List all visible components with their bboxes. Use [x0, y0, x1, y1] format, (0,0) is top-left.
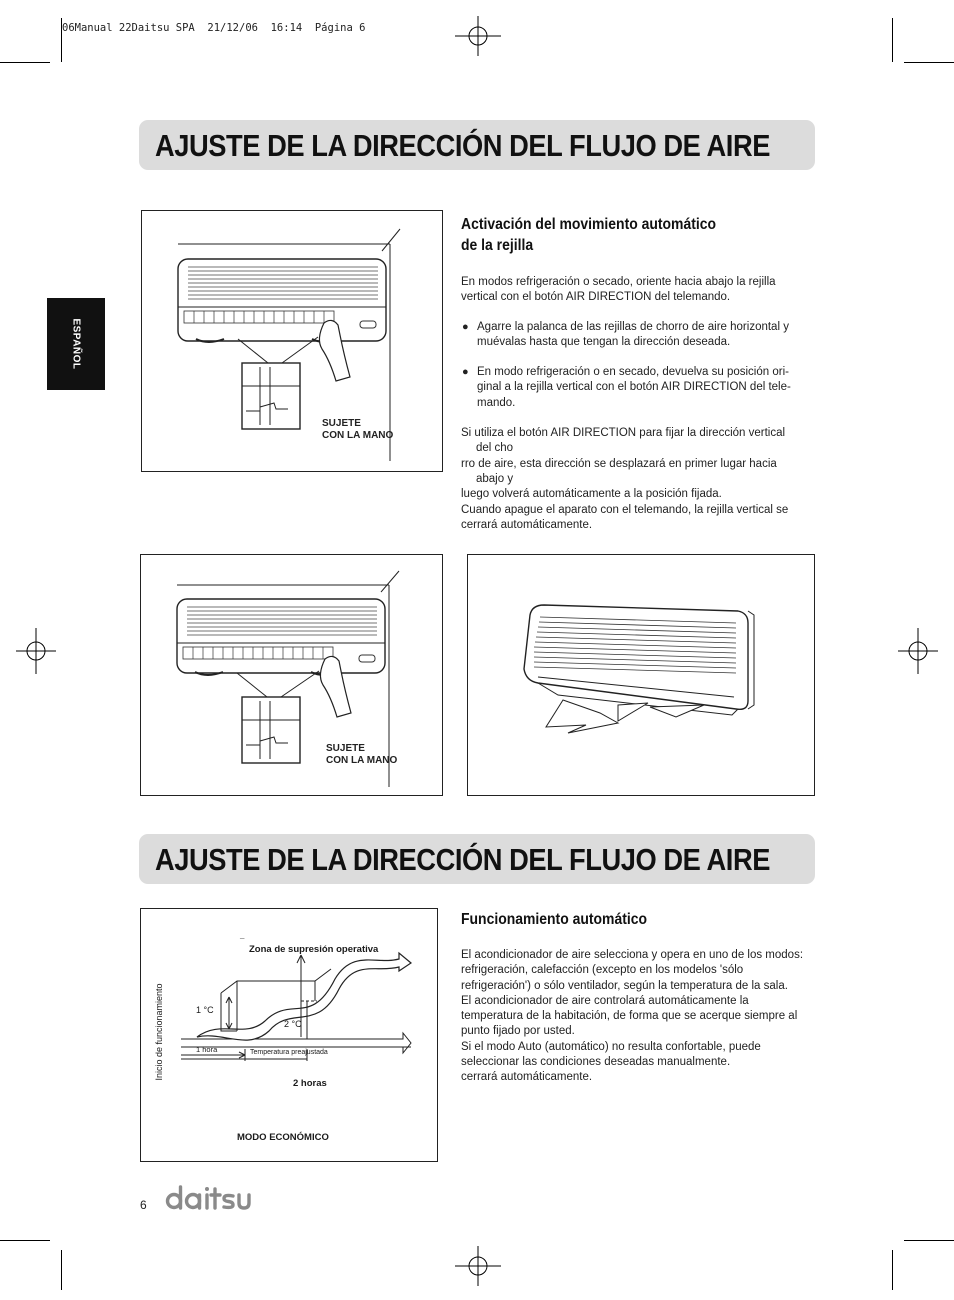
paragraph-line: Cuando apague el aparato con el telemando, la rejilla vertical se cerrará automáticamente.	[461, 503, 789, 531]
ac-airflow-illustration	[468, 555, 814, 795]
crop-mark	[0, 62, 50, 63]
registration-mark-top	[455, 16, 501, 56]
paragraph: El acondicionador de aire selecciona y opera en uno de los modos: refrigeración, calefacción (excepto en los modelos 'sólo refrigeración') o sólo ventilador, según la temperatura de la sala.	[461, 949, 804, 992]
paragraph-line: Si utiliza el botón AIR DIRECTION para fijar la dirección vertical	[461, 427, 786, 440]
crop-mark	[892, 1250, 893, 1290]
intro-paragraph: En modos refrigeración o secado, oriente hacia abajo la rejilla vertical con el botón AIR DIRECTION del telemando.	[461, 276, 776, 304]
paragraph-line: abajo y	[476, 472, 514, 485]
paragraph: Si el modo Auto (automático) no resulta confortable, puede seleccionar las condiciones deseadas manualmente.	[461, 1040, 761, 1069]
paragraph: cerrará automáticamente.	[461, 1071, 593, 1084]
language-side-tab	[47, 298, 105, 390]
section2-banner	[139, 834, 815, 884]
paragraph: El acondicionador de aire controlará automáticamente la temperatura de la habitación, de forma que se acerque siempre al punto fijado por usted.	[461, 994, 798, 1038]
section1-title: AJUSTE DE LA DIRECCIÓN DEL FLUJO DE AIRE	[155, 128, 770, 163]
figure1-caption: SUJETE CON LA MANO	[322, 418, 394, 441]
label-eco-mode: MODO ECONÓMICO	[237, 1132, 329, 1143]
crop-mark	[61, 1250, 62, 1290]
section1-heading: Activación del movimiento automático de la rejilla	[461, 216, 717, 254]
paragraph-line: luego volverá automáticamente a la posición fijada.	[461, 488, 722, 501]
zone-label: Zona de supresión operativa	[249, 944, 379, 955]
label-1h: 1 hora	[196, 1045, 218, 1054]
label-1c: 1 °C	[196, 1005, 214, 1015]
section2-title: AJUSTE DE LA DIRECCIÓN DEL FLUJO DE AIRE	[155, 842, 770, 877]
figure-louver-hand-1	[141, 210, 443, 472]
ac-unit-illustration	[142, 211, 442, 471]
label-preset-temp: Temperatura preajustada	[250, 1049, 328, 1056]
zone-mark: ¯	[240, 938, 245, 947]
bullet-item: ● Agarre la palanca de las rejillas de chorro de aire horizontal y muévalas hasta que tengan la dirección deseada.	[462, 320, 789, 348]
section1-body	[461, 275, 808, 533]
figure-louver-hand-2	[140, 554, 443, 796]
label-2h: 2 horas	[293, 1078, 327, 1089]
crop-mark	[0, 1240, 50, 1241]
section2-body	[461, 948, 808, 1086]
print-header: 06Manual 22Daitsu SPA 21/12/06 16:14 Página 6	[62, 22, 366, 34]
crop-mark	[904, 1240, 954, 1241]
section2-heading: Funcionamiento automático	[461, 911, 648, 928]
label-2c: 2 °C	[284, 1019, 302, 1029]
daitsu-logo	[165, 1184, 261, 1212]
auto-mode-diagram	[140, 908, 438, 1162]
paragraph-line: del cho	[476, 442, 514, 455]
bullet-item: ● En modo refrigeración o en secado, devuelva su posición ori-ginal a la rejilla vertical con el botón AIR DIRECTION del tele-mando.	[462, 366, 791, 409]
figure2-caption: SUJETE CON LA MANO	[326, 743, 398, 766]
language-label: ESPAÑOL	[70, 318, 82, 370]
page-number: 6	[140, 1198, 147, 1212]
registration-mark-left	[16, 628, 56, 674]
paragraph-line: rro de aire, esta dirección se desplazará en primer lugar hacia	[461, 457, 777, 470]
start-label: Inicio de funcionamiento	[154, 983, 164, 1081]
registration-mark-right	[898, 628, 938, 674]
figure-airflow-unit	[467, 554, 815, 796]
registration-mark-bottom	[455, 1246, 501, 1286]
crop-mark	[892, 18, 893, 62]
crop-mark	[904, 62, 954, 63]
section1-banner	[139, 120, 815, 170]
